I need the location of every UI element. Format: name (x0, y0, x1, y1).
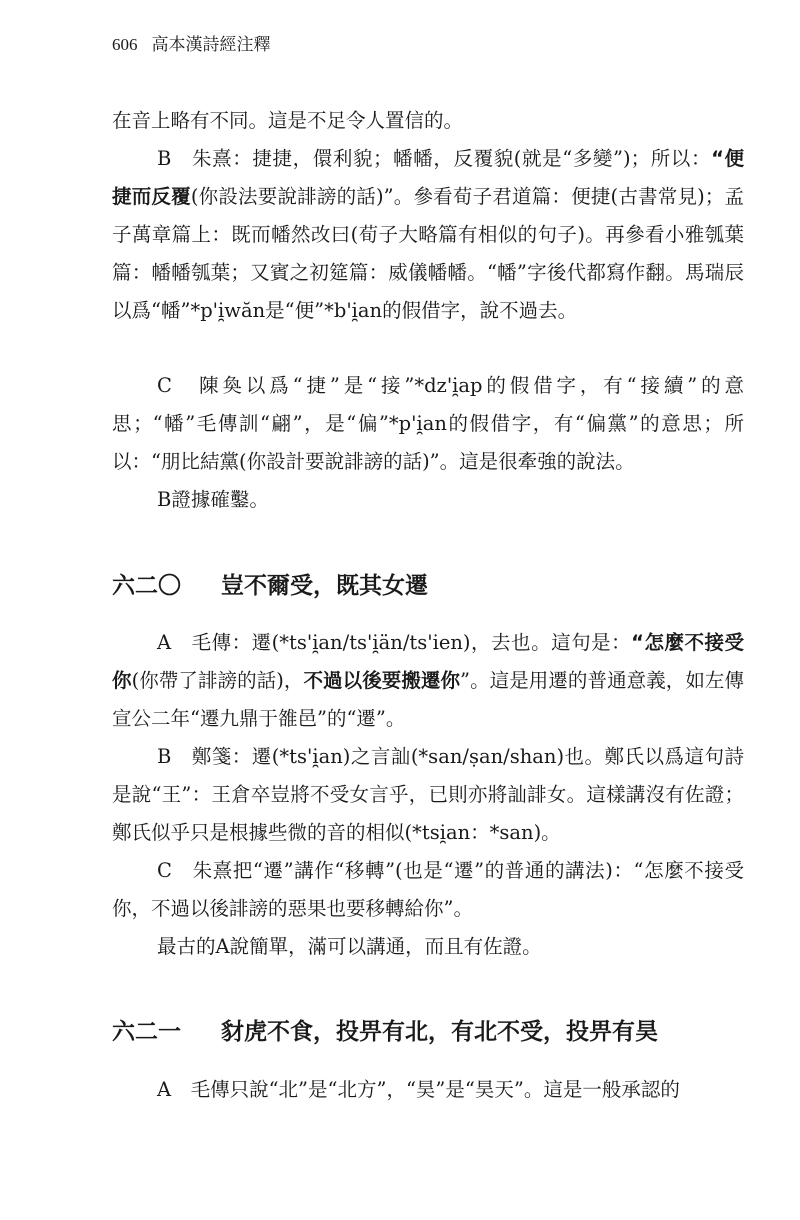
paragraph-620-note-b (112, 140, 744, 330)
paragraph-621-note-a: A 毛傳只說“北”是“北方”，“昊”是“昊天”。這是一般承認的 (157, 1078, 680, 1101)
paragraph-continuation: 在音上略有不同。這是不足令人置信的。 (112, 109, 464, 132)
section-heading-620 (112, 570, 752, 602)
section-title: 豈不爾受，既其女遷 (221, 573, 428, 599)
text-run: A 毛傳：遷(*ts'i̯an/ts'i̯än/ts'ien)，去也。這句是： (157, 631, 632, 654)
bold-emphasis: “便捷而反覆 (112, 147, 744, 208)
paragraph-conclusion: B證據確鑿。 (157, 488, 269, 511)
paragraph-619-note-c: C 陳奐以爲“捷”是“接”*dz'i̯ap的假借字，有“接續”的意思；“幡”毛傳訓“翩”，是“偏”*p'i̯an的假借字，有“偏黨”的意思；所以：“朋比結黨(你設計要說誹謗的話)”。這是很牽強的說法。 (112, 374, 744, 473)
paragraph-620-note-a (112, 624, 744, 738)
text-run: (你設法要說誹謗的話)”。參看荀子君道篇：便捷(古書常見)；孟子萬章篇上：既而幡然改曰(荀子大略篇有相似的句子)。再參看小雅瓠葉篇：幡幡瓠葉；又賓之初筵篇：威儀幡幡。“幡”字後代都寫作翻。馬瑞辰以爲“幡”*p'i̯wăn是“便”*b'i̯an的假借字，說不過去。 (112, 185, 744, 322)
paragraph-620-note-c: C 朱熹把“遷”講作“移轉”(也是“遷”的普通的講法)：“怎麼不接受你，不過以後誹謗的惡果也要移轉給你”。 (112, 859, 744, 920)
bold-emphasis: 不過以後要搬遷你 (303, 669, 461, 692)
paragraph-620-note-b2: B 鄭箋：遷(*ts'i̯an)之言訕(*san/ṣan/shan)也。鄭氏以爲這句詩是說“王”：王倉卒豈將不受女言乎，已則亦將訕誹女。這樣講沒有佐證；鄭氏似乎只是根據些微的音的相似(*tsi̯an：*san)。 (112, 745, 744, 844)
paragraph-620-conclusion: 最古的A說簡單，滿可以講通，而且有佐證。 (157, 935, 542, 958)
section-number: 六二〇 (112, 573, 181, 599)
section-title: 豺虎不食，投畀有北，有北不受，投畀有昊 (221, 1019, 658, 1045)
text-run: B 朱熹：捷捷，儇利貌；幡幡，反覆貌(就是“多變”)；所以： (157, 147, 712, 170)
page-number: 606 (112, 35, 138, 54)
section-number: 六二一 (112, 1019, 181, 1045)
text-run: (你帶了誹謗的話)， (131, 669, 304, 692)
text-run: ”。這是用遷的普通意義，如左傳宣公二年“遷九鼎于雒邑”的“遷”。 (112, 669, 744, 730)
book-title: 高本漢詩經注釋 (151, 35, 271, 55)
section-heading-621 (112, 1016, 752, 1048)
running-header (112, 34, 271, 56)
bold-emphasis: “怎麼不接受你 (112, 631, 744, 692)
